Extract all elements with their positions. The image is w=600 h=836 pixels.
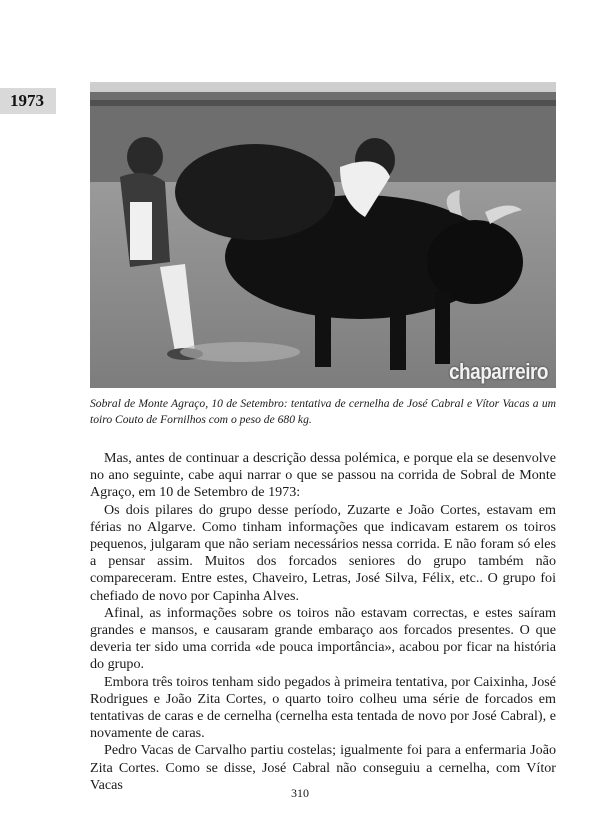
paragraph: Embora três toiros tenham sido pegados à primeira tentativa, por Caixinha, José Rodrigues e João Zita Cortes, o quarto toiro colheu uma série de forcados em tentativas de caras e de cernelha (cernelha esta tentada de novo por José Cabral), e novamente de caras. [90, 673, 556, 742]
year-tab: 1973 [0, 88, 56, 114]
bullfight-photo-image [90, 82, 556, 388]
photo-watermark: chaparreiro [448, 360, 548, 385]
photo-caption: Sobral de Monte Agraço, 10 de Setembro: tentativa de cernelha de José Cabral e Vítor Vacas a um toiro Couto de Fornilhos com o peso de 680 kg. [90, 397, 556, 426]
paragraph: Pedro Vacas de Carvalho partiu costelas; igualmente foi para a enfermaria João Zita Cortes. Como se disse, José Cabral não conseguiu a cernelha, com Vítor Vacas [90, 742, 556, 793]
body-text [90, 450, 556, 794]
bullfight-photo [90, 82, 556, 388]
paragraph: Os dois pilares do grupo desse período, Zuzarte e João Cortes, estavam em férias no Algarve. Como tinham informações que indicavam estarem os toiros pequenos, julgaram que não seriam necessários nessa corrida. E não foram só eles a pensar assim. Muitos dos forcados seniores do grupo também não compareceram. Entre estes, Chaveiro, Letras, José Silva, Félix, etc.. O grupo foi chefiado de novo por Capinha Alves. [90, 501, 556, 604]
page-number: 310 [291, 786, 309, 800]
paragraph: Afinal, as informações sobre os toiros não estavam correctas, e estes saíram grandes e mansos, e causaram grande embaraço aos forcados presentes. O que deveria ter sido uma corrida «de pouca importância», acabou por ficar na história do grupo. [90, 604, 556, 673]
paragraph: Mas, antes de continuar a descrição dessa polémica, e porque ela se desenvolve no ano seguinte, cabe aqui narrar o que se passou na corrida de Sobral de Monte Agraço, em 10 de Setembro de 1973: [90, 450, 556, 501]
